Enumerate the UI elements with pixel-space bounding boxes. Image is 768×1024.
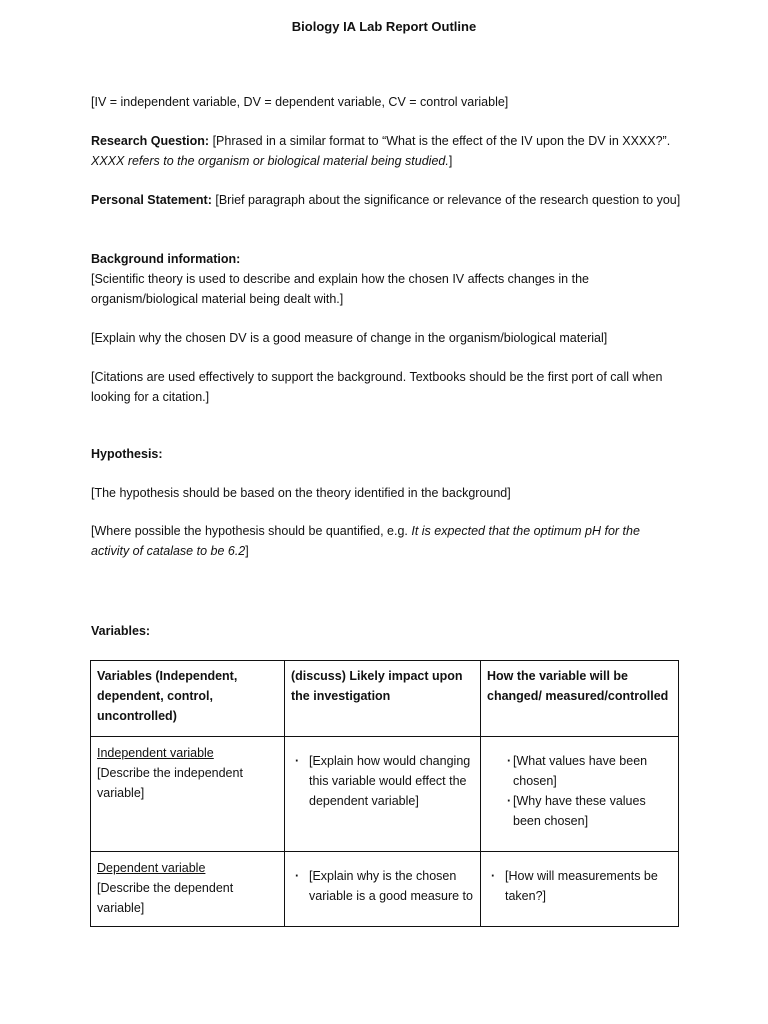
table-row bbox=[91, 852, 679, 927]
variables-table bbox=[90, 660, 679, 927]
background-paragraph-1: [Scientific theory is used to describe and explain how the chosen IV affects changes in the organism/biological material being dealt with.] bbox=[91, 272, 589, 306]
independent-method-cell bbox=[481, 737, 679, 852]
independent-variable-cell bbox=[91, 737, 285, 852]
hypothesis-paragraph-2 bbox=[91, 521, 681, 561]
research-question-label: Research Question: bbox=[91, 134, 210, 148]
document-title: Biology IA Lab Report Outline bbox=[291, 19, 477, 34]
independent-method-item-2: · [Why have these values been chosen] bbox=[487, 791, 672, 831]
independent-impact-item: · [Explain how would changing this variable would effect the dependent variable] bbox=[291, 751, 474, 811]
dependent-variable-desc: [Describe the dependent variable] bbox=[97, 881, 234, 915]
hypothesis-paragraph-1: [The hypothesis should be based on the theory identified in the background] bbox=[91, 486, 511, 500]
dependent-method-cell bbox=[481, 852, 679, 927]
independent-method-item-1: · [What values have been chosen] bbox=[487, 751, 672, 791]
research-question-note: XXXX refers to the organism or biological material being studied. bbox=[91, 154, 449, 168]
table-row bbox=[91, 737, 679, 852]
dependent-impact-cell bbox=[285, 852, 481, 927]
personal-statement-text: [Brief paragraph about the significance or relevance of the research question to you] bbox=[211, 193, 681, 207]
hypothesis-p2-end: ] bbox=[245, 544, 249, 558]
dependent-variable-name: Dependent variable bbox=[97, 861, 206, 875]
header-method: How the variable will be changed/ measured/controlled bbox=[481, 661, 679, 737]
background-label: Background information: bbox=[91, 252, 241, 266]
hypothesis-p2-start: [Where possible the hypothesis should be quantified, e.g. bbox=[91, 524, 412, 538]
dependent-impact-item: · [Explain why is the chosen variable is a good measure to bbox=[291, 866, 474, 906]
personal-statement-paragraph bbox=[91, 190, 681, 210]
hypothesis-label: Hypothesis: bbox=[91, 447, 163, 461]
table-header-row bbox=[91, 661, 679, 737]
dependent-method-item-1: · [How will measurements be taken?] bbox=[487, 866, 672, 906]
research-question-paragraph bbox=[91, 131, 681, 171]
independent-impact-cell bbox=[285, 737, 481, 852]
research-question-text: [Phrased in a similar format to “What is the effect of the IV upon the DV in XXXX?”. bbox=[209, 134, 671, 148]
independent-variable-desc: [Describe the independent variable] bbox=[97, 766, 243, 800]
background-paragraph-2: [Explain why the chosen DV is a good measure of change in the organism/biological material] bbox=[91, 331, 608, 345]
header-variables: Variables (Independent, dependent, control, uncontrolled) bbox=[91, 661, 285, 737]
personal-statement-label: Personal Statement: bbox=[91, 193, 212, 207]
research-question-end: ] bbox=[448, 154, 453, 168]
variables-label: Variables: bbox=[91, 624, 151, 638]
abbreviations-line: [IV = independent variable, DV = dependent variable, CV = control variable] bbox=[91, 95, 509, 109]
independent-variable-name: Independent variable bbox=[97, 746, 214, 760]
hypothesis-example: It is expected that the optimum pH for the activity of catalase to be 6.2 bbox=[91, 524, 640, 558]
header-impact: (discuss) Likely impact upon the investigation bbox=[285, 661, 481, 737]
dependent-variable-cell bbox=[91, 852, 285, 927]
background-paragraph-3: [Citations are used effectively to support the background. Textbooks should be the first port of call when looking for a citation.] bbox=[91, 370, 663, 404]
